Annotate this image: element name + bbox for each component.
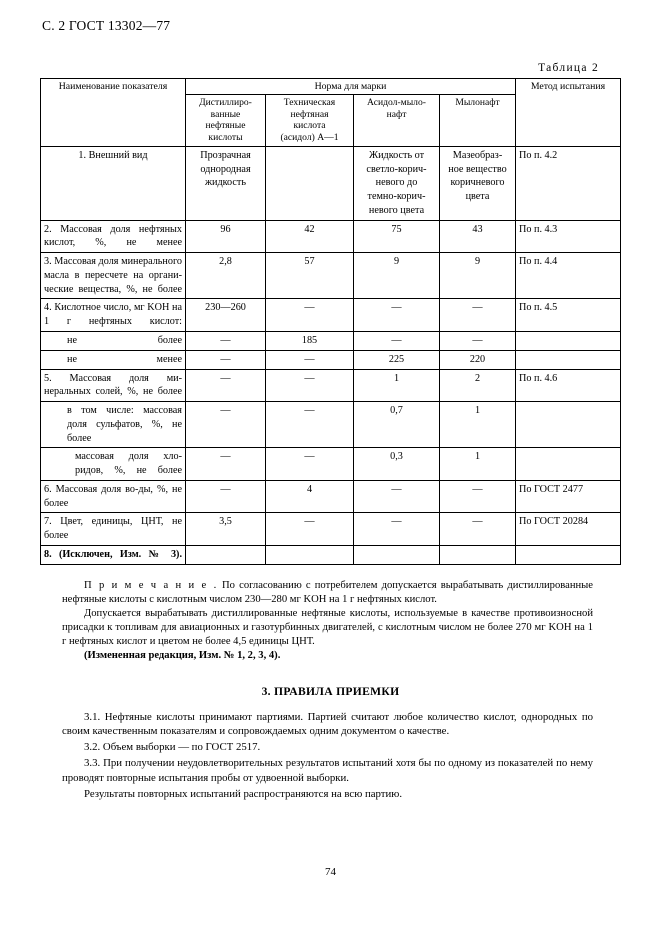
row-test-method: По ГОСТ 20284: [516, 513, 621, 546]
row-indicator-name: не более: [41, 332, 186, 351]
row-indicator-name: 3. Массовая доля минерального масла в пересчете на органи-ческие вещества, %, не более: [41, 253, 186, 299]
note-paragraph-1: По согласованию с потребителем допускается вырабатывать дистиллированные нефтяные кислоты с кислотным числом 230—280 мг KOH на 1 г нефтяных кислот.: [62, 579, 593, 605]
row-value-4: 1: [440, 402, 516, 448]
table-row: [41, 369, 621, 402]
table-row: [41, 350, 621, 369]
row-indicator-name: 5. Массовая доля ми-неральных солей, %, не более: [41, 369, 186, 402]
note-label: П р и м е ч а н и е .: [84, 579, 218, 591]
row-value-1: —: [186, 402, 266, 448]
row-value-4: 2: [440, 369, 516, 402]
row-value-2: —: [266, 369, 354, 402]
row-value-3: [354, 545, 440, 564]
row-indicator-name: 6. Массовая доля во-ды, %, не более: [41, 480, 186, 513]
header-col-asidol-mylonaft: Асидол-мыло- нафт: [354, 95, 440, 147]
table-row: [41, 299, 621, 332]
row-value-2: 4: [266, 480, 354, 513]
header-test-method: Метод испытания: [516, 79, 621, 147]
row-value-3: Жидкость от светло-корич- невого до темно-корич- невого цвета: [354, 146, 440, 220]
note-paragraph-2: Допускается вырабатывать дистиллированные нефтяные кислоты, используемые в качестве противоизносной присадки к топливам для авиационных и газотурбинных двигателей, с кислотным числом не более 270 мг KOH на 1 г нефтяных кислот и цветом не более 4,5 единицы ЦНТ.: [62, 607, 593, 647]
table-body: [41, 146, 621, 564]
row-indicator-name: 7. Цвет, единицы, ЦНТ, не более: [41, 513, 186, 546]
section-title: 3. ПРАВИЛА ПРИЕМКИ: [261, 684, 400, 698]
row-indicator-name: 8. (Исключен, Изм. № 3).: [41, 545, 186, 564]
row-value-1: 96: [186, 220, 266, 253]
row-value-3: —: [354, 332, 440, 351]
row-test-method: [516, 350, 621, 369]
row-value-3: —: [354, 299, 440, 332]
row-value-4: [440, 545, 516, 564]
row-test-method: [516, 332, 621, 351]
table-caption: Таблица 2: [538, 62, 599, 74]
table-row: [41, 545, 621, 564]
row-indicator-name: массовая доля хло-ридов, %, не более: [41, 448, 186, 481]
row-indicator-name: в том числе: массовая доля сульфатов, %, не более: [41, 402, 186, 448]
row-value-2: —: [266, 402, 354, 448]
row-value-2: 185: [266, 332, 354, 351]
paragraph-3-4: Результаты повторных испытаний распространяются на всю партию.: [84, 787, 403, 800]
row-value-1: 3,5: [186, 513, 266, 546]
row-value-1: —: [186, 480, 266, 513]
row-value-3: 0,3: [354, 448, 440, 481]
note-revision: (Измененная редакция, Изм. № 1, 2, 3, 4).: [84, 649, 281, 661]
row-value-4: —: [440, 299, 516, 332]
row-value-3: 225: [354, 350, 440, 369]
table-row: [41, 402, 621, 448]
row-value-2: 57: [266, 253, 354, 299]
row-indicator-name: не менее: [41, 350, 186, 369]
row-value-1: —: [186, 332, 266, 351]
row-test-method: По п. 4.6: [516, 369, 621, 402]
row-value-1: [186, 545, 266, 564]
row-value-3: —: [354, 480, 440, 513]
row-value-3: 75: [354, 220, 440, 253]
row-test-method: По п. 4.3: [516, 220, 621, 253]
row-value-2: [266, 146, 354, 220]
row-test-method: По п. 4.2: [516, 146, 621, 220]
paragraph-3-2: 3.2. Объем выборки — по ГОСТ 2517.: [84, 741, 261, 754]
row-value-4: 9: [440, 253, 516, 299]
paragraph-3-3: 3.3. При получении неудовлетворительных результатов испытаний хотя бы по одному из показателей по нему проводят повторные испытания пробы от удвоенной выборки.: [62, 757, 593, 785]
row-test-method: [516, 545, 621, 564]
page-header: С. 2 ГОСТ 13302—77: [42, 18, 171, 33]
row-value-1: —: [186, 369, 266, 402]
row-value-2: —: [266, 350, 354, 369]
row-value-2: —: [266, 513, 354, 546]
row-value-2: [266, 545, 354, 564]
row-value-4: 1: [440, 448, 516, 481]
paragraph-3-1: 3.1. Нефтяные кислоты принимают партиями. Партией считают любое количество кислот, однородных по своим качественным показателям и сопровождаемых одним документом о качестве.: [62, 710, 593, 738]
row-value-4: 43: [440, 220, 516, 253]
row-test-method: По п. 4.5: [516, 299, 621, 332]
table-row: [41, 513, 621, 546]
table-row: [41, 253, 621, 299]
row-value-1: 2,8: [186, 253, 266, 299]
header-col-technical: Техническая нефтяная кислота (асидол) А—1: [266, 95, 354, 147]
table-row: [41, 448, 621, 481]
row-indicator-name: 2. Массовая доля нефтяных кислот, %, не менее: [41, 220, 186, 253]
row-value-4: —: [440, 513, 516, 546]
row-value-2: —: [266, 448, 354, 481]
row-indicator-name: 4. Кислотное число, мг KOH на 1 г нефтяных кислот:: [41, 299, 186, 332]
header-norm-group: Норма для марки: [186, 79, 516, 95]
row-value-3: 0,7: [354, 402, 440, 448]
row-indicator-name: 1. Внешний вид: [41, 146, 186, 220]
section-body: [40, 710, 621, 802]
row-value-4: 220: [440, 350, 516, 369]
header-col-distilled: Дистиллиро- ванные нефтяные кислоты: [186, 95, 266, 147]
row-value-2: —: [266, 299, 354, 332]
row-test-method: [516, 448, 621, 481]
row-value-1: —: [186, 350, 266, 369]
row-value-1: —: [186, 448, 266, 481]
table-head: [41, 79, 621, 147]
row-test-method: По ГОСТ 2477: [516, 480, 621, 513]
header-col-mylonaft: Мылонафт: [440, 95, 516, 147]
table-note: [40, 579, 621, 663]
row-value-4: —: [440, 480, 516, 513]
row-value-1: Прозрачная однородная жидкость: [186, 146, 266, 220]
row-value-1: 230—260: [186, 299, 266, 332]
row-test-method: [516, 402, 621, 448]
row-value-3: —: [354, 513, 440, 546]
row-value-3: 9: [354, 253, 440, 299]
row-value-2: 42: [266, 220, 354, 253]
table-row: [41, 332, 621, 351]
table-row: [41, 220, 621, 253]
table-row: [41, 146, 621, 220]
header-indicator-name: Наименование показателя: [41, 79, 186, 147]
row-value-3: 1: [354, 369, 440, 402]
row-value-4: Мазеобраз- ное вещество коричневого цвета: [440, 146, 516, 220]
table-row: [41, 480, 621, 513]
page-number: 74: [325, 866, 336, 878]
specification-table: [40, 78, 621, 565]
row-test-method: По п. 4.4: [516, 253, 621, 299]
row-value-4: —: [440, 332, 516, 351]
